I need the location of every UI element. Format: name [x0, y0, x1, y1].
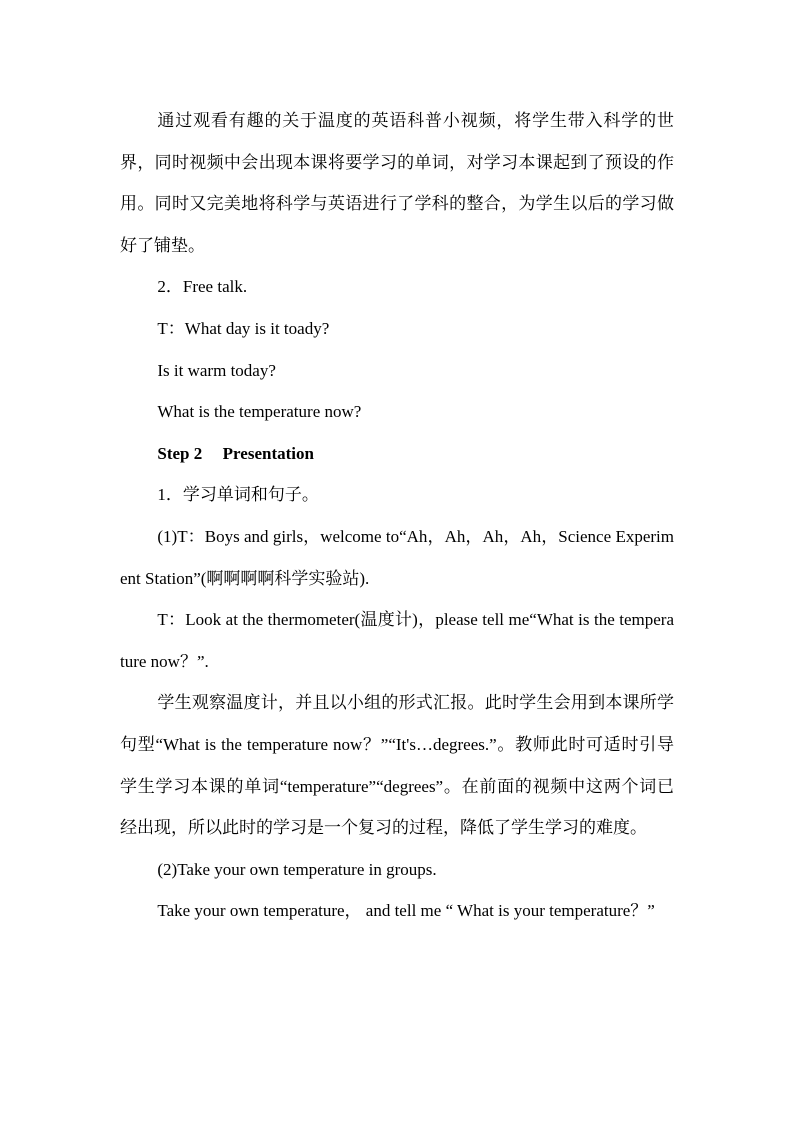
paragraph-question-day: T：What day is it toady?	[157, 318, 330, 338]
step-label: Step 2	[157, 443, 203, 463]
paragraph-welcome: (1)T：Boys and girls，welcome to“Ah，Ah，Ah，Ah，Science Experiment Station”(啊啊啊啊科学实验站).	[120, 526, 674, 588]
paragraph-question-warm: Is it warm today?	[157, 360, 276, 380]
paragraph-free-talk: 2．Free talk.	[157, 277, 248, 297]
step-heading	[120, 433, 674, 475]
paragraph-tell-temperature: Take your own temperature， and tell me “ What is your temperature？”	[157, 901, 655, 921]
paragraph-learn-words: 1．学习单词和句子。	[157, 485, 319, 505]
step-title: Presentation	[222, 443, 314, 463]
paragraph-question-temperature: What is the temperature now?	[157, 402, 362, 422]
paragraph-thermometer: T：Look at the thermometer(温度计)，please tell me“What is the temperature now？”.	[120, 610, 674, 671]
paragraph-student-report: 学生观察温度计，并且以小组的形式汇报。此时学生会用到本课所学句型“What is the temperature now？”“It's…degrees.”。教师此时可适时引导学生学习本课的单词“temperature”“degrees”。在前面的视频中这两个词已经出现，所以此时的学习是一个复习的过程，降低了学生学习的难度。	[120, 693, 674, 838]
paragraph-take-temperature: (2)Take your own temperature in groups.	[157, 859, 437, 879]
paragraph-video-intro: 通过观看有趣的关于温度的英语科普小视频，将学生带入科学的世界，同时视频中会出现本课将要学习的单词，对学习本课起到了预设的作用。同时又完美地将科学与英语进行了学科的整合，为学生以后的学习做好了铺垫。	[120, 111, 674, 255]
